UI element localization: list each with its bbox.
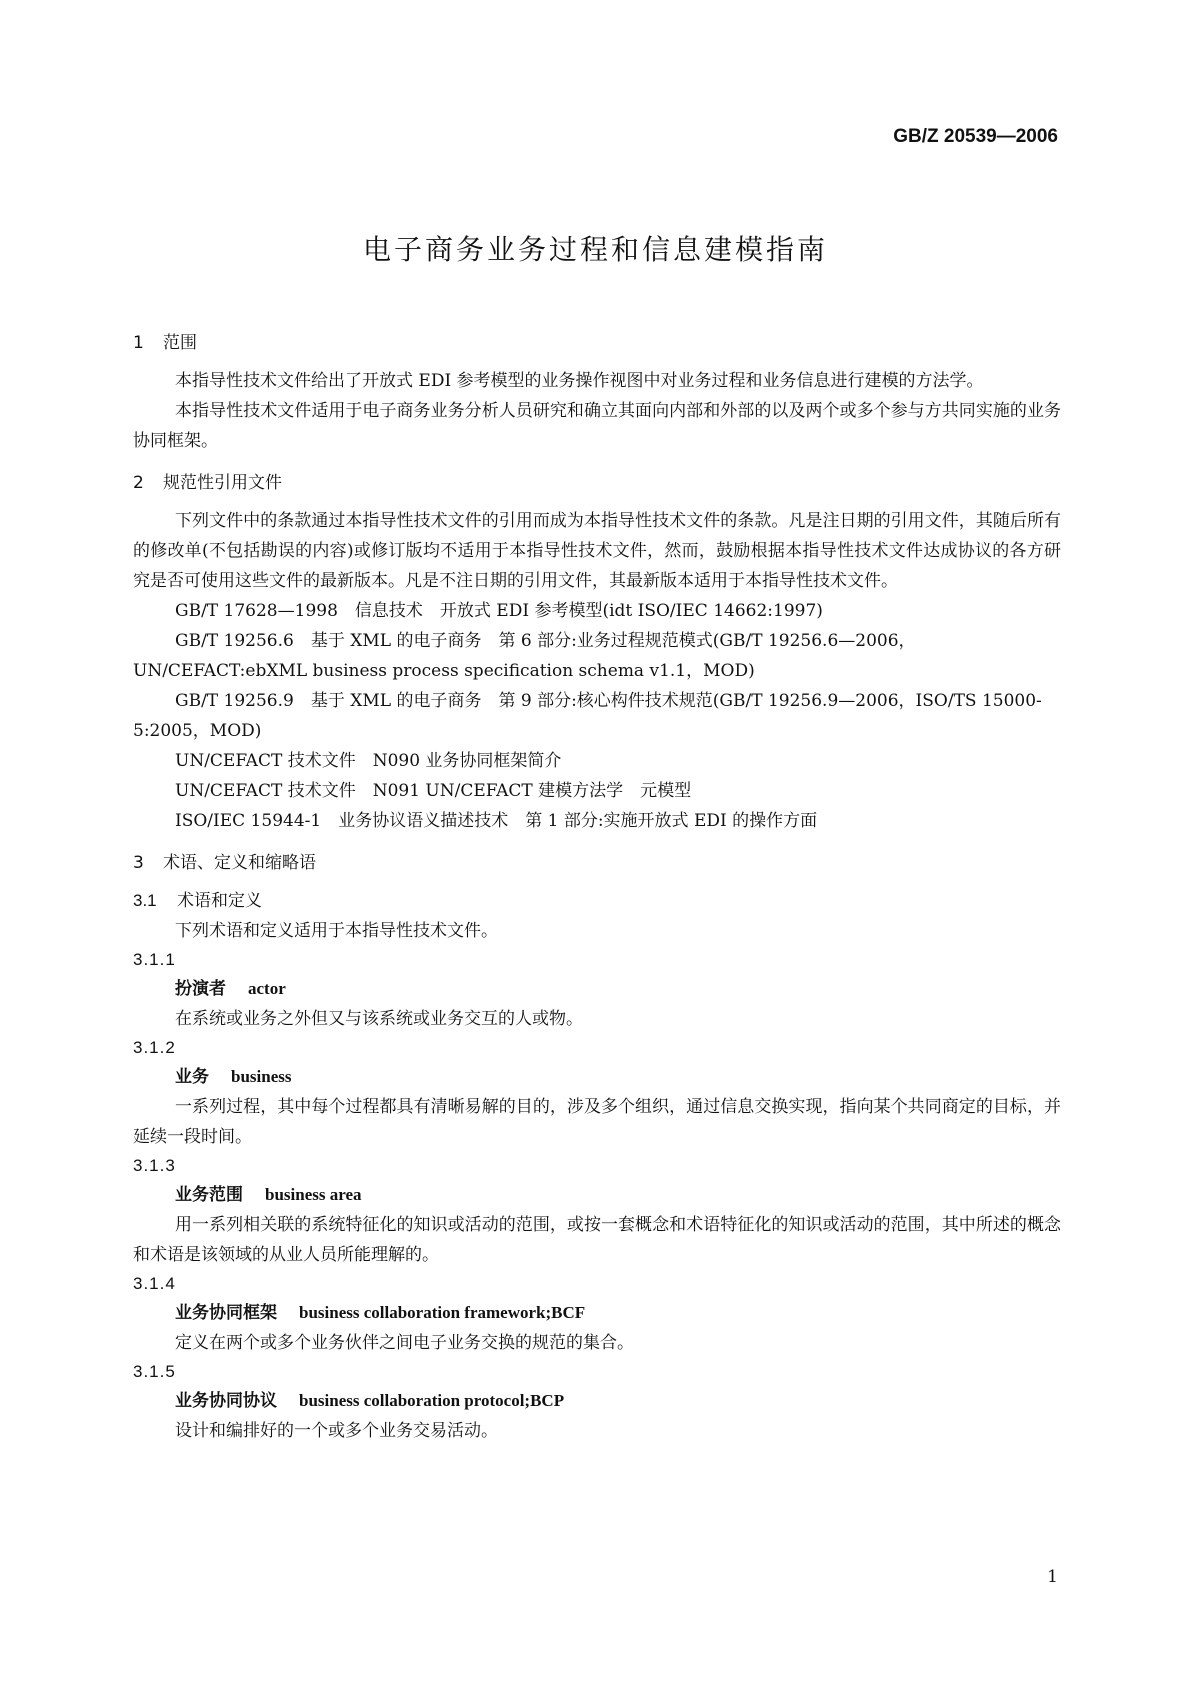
term-definition: 一系列过程，其中每个过程都具有清晰易解的目的，涉及多个组织，通过信息交换实现，指向某个共同商定的目标，并延续一段时间。 [133,1097,1061,1147]
subsection-3-1-heading [133,886,1061,916]
term-definition: 在系统或业务之外但又与该系统或业务交互的人或物。 [175,1009,583,1029]
term-entry [133,1034,1061,1152]
reference-item: GB/T 17628—1998 信息技术 开放式 EDI 参考模型(idt ISO/IEC 14662:1997) [175,601,823,621]
term-name [175,1062,1061,1092]
section-title: 术语、定义和缩略语 [163,853,316,873]
subsection-title: 术语和定义 [177,891,262,911]
term-name [175,1386,1061,1416]
term-en: business collaboration framework;BCF [299,1303,586,1322]
term-zh: 业务 [175,1067,209,1087]
reference-item: GB/T 19256.6 基于 XML 的电子商务 第 6 部分:业务过程规范模式(GB/T 19256.6—2006，UN/CEFACT:ebXML business process specification schema v1.1，MOD) [133,631,916,681]
section-3-heading [133,850,1061,876]
term-number: 3.1.1 [133,950,176,969]
term-name [175,974,1061,1004]
term-name [175,1180,1061,1210]
term-zh: 业务范围 [175,1185,243,1205]
term-zh: 扮演者 [175,979,226,999]
term-number: 3.1.2 [133,1038,176,1057]
paragraph: 本指导性技术文件给出了开放式 EDI 参考模型的业务操作视图中对业务过程和业务信息进行建模的方法学。 [175,371,984,391]
reference-item: UN/CEFACT 技术文件 N091 UN/CEFACT 建模方法学 元模型 [175,781,692,801]
term-en: business area [265,1185,362,1204]
page-number: 1 [1047,1567,1058,1587]
term-entry [133,1270,1061,1358]
term-number: 3.1.5 [133,1362,176,1381]
term-number: 3.1.3 [133,1156,176,1175]
paragraph: 下列文件中的条款通过本指导性技术文件的引用而成为本指导性技术文件的条款。凡是注日期的引用文件，其随后所有的修改单(不包括勘误的内容)或修订版均不适用于本指导性技术文件，然而，鼓励根据本指导性技术文件达成协议的各方研究是否可使用这些文件的最新版本。凡是不注日期的引用文件，其最新版本适用于本指导性技术文件。 [133,511,1061,591]
term-entry [133,1152,1061,1270]
term-zh: 业务协同协议 [175,1391,277,1411]
section-number: 3 [133,853,144,873]
section-number: 1 [133,333,144,353]
paragraph: 本指导性技术文件适用于电子商务业务分析人员研究和确立其面向内部和外部的以及两个或多个参与方共同实施的业务协同框架。 [133,401,1061,451]
term-zh: 业务协同框架 [175,1303,277,1323]
term-definition: 用一系列相关联的系统特征化的知识或活动的范围，或按一套概念和术语特征化的知识或活动的范围，其中所述的概念和术语是该领域的从业人员所能理解的。 [133,1215,1061,1265]
term-en: business collaboration protocol;BCP [299,1391,565,1410]
reference-item: ISO/IEC 15944-1 业务协议语义描述技术 第 1 部分:实施开放式 EDI 的操作方面 [175,811,818,831]
section-1-heading [133,330,1061,356]
paragraph: 下列术语和定义适用于本指导性技术文件。 [175,921,498,941]
term-definition: 定义在两个或多个业务伙伴之间电子业务交换的规范的集合。 [175,1333,634,1353]
section-title: 规范性引用文件 [163,473,282,493]
document-body [133,330,1061,1446]
reference-item: UN/CEFACT 技术文件 N090 业务协同框架简介 [175,751,562,771]
document-title: 电子商务业务过程和信息建模指南 [362,233,828,266]
section-title: 范围 [163,333,197,353]
term-entry [133,1358,1061,1446]
term-en: actor [248,979,286,998]
term-en: business [231,1067,292,1086]
term-definition: 设计和编排好的一个或多个业务交易活动。 [175,1421,498,1441]
reference-item: GB/T 19256.9 基于 XML 的电子商务 第 9 部分:核心构件技术规范(GB/T 19256.9—2006，ISO/TS 15000-5:2005，MOD) [133,691,1042,741]
term-entry [133,946,1061,1034]
term-name [175,1298,1061,1328]
section-2-heading [133,470,1061,496]
section-number: 2 [133,473,144,493]
term-number: 3.1.4 [133,1274,176,1293]
subsection-number: 3.1 [133,891,157,910]
standard-number: GB/Z 20539—2006 [893,126,1058,147]
